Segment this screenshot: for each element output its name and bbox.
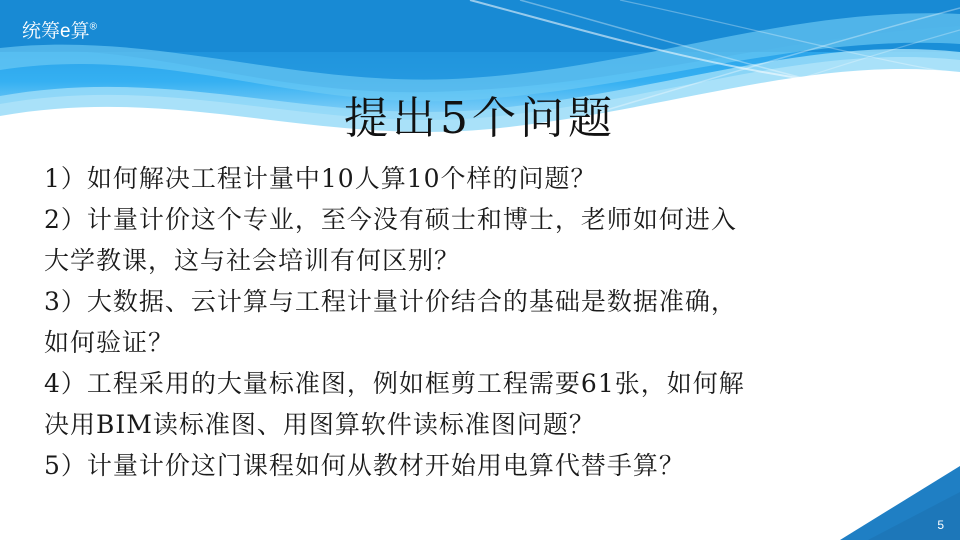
brand-logo xyxy=(22,16,97,43)
body-line: 如何验证？ xyxy=(44,328,175,357)
body-line: 4）工程采用的大量标准图，例如框剪工程需要61张，如何解 xyxy=(44,369,745,398)
body-line: 2）计量计价这个专业，至今没有硕士和博士，老师如何进入 xyxy=(44,205,737,234)
registered-mark-icon: ® xyxy=(89,21,97,33)
body-line: 决用BIM读标准图、用图算软件读标准图问题？ xyxy=(44,410,595,439)
body-line: 大学教课，这与社会培训有何区别？ xyxy=(44,246,461,275)
body-line: 3）大数据、云计算与工程计量计价结合的基础是数据准确， xyxy=(44,287,737,316)
slide-title: 提出5个问题 xyxy=(344,93,616,144)
body-line: 5）计量计价这门课程如何从教材开始用电算代替手算？ xyxy=(44,451,685,480)
body-line: 1）如何解决工程计量中10人算10个样的问题？ xyxy=(44,164,597,193)
brand-logo-text: 统筹e算 xyxy=(22,21,90,42)
slide-body xyxy=(44,158,934,486)
page-number: 5 xyxy=(937,518,944,532)
